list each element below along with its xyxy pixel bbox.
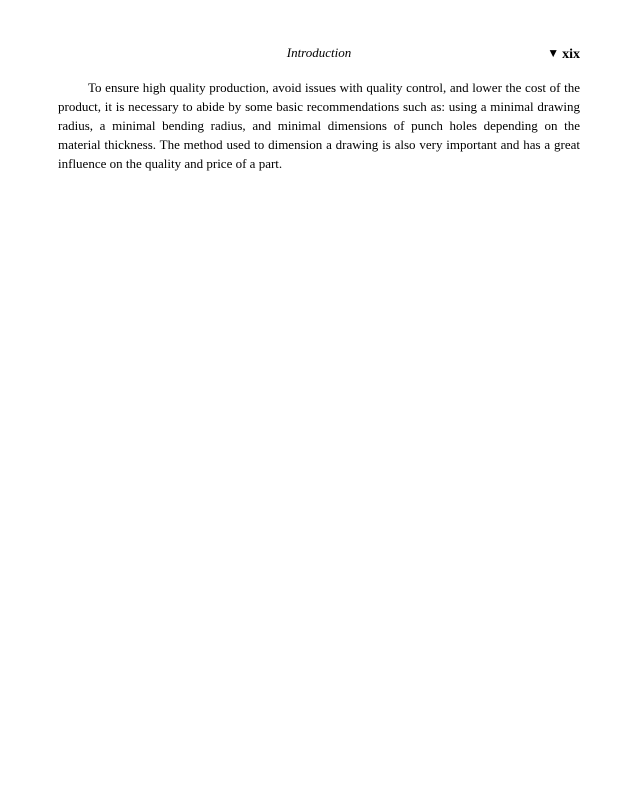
triangle-down-icon: ▼ xyxy=(547,46,560,60)
running-head xyxy=(58,44,580,64)
running-title: Introduction xyxy=(286,45,352,60)
body-paragraph: To ensure high quality production, avoid issues with quality control, and lower the cost of the product, it is necessary to abide by some basic recommendations such as: using a minimal drawing radius, a minimal bending radius, and minimal dimensions of punch holes depending on the material thickness. The method used to dimension a drawing is also very important and has a great influence on the quality and price of a part. xyxy=(58,80,580,171)
page-number: xix xyxy=(562,47,580,62)
page-number-block xyxy=(547,44,580,64)
